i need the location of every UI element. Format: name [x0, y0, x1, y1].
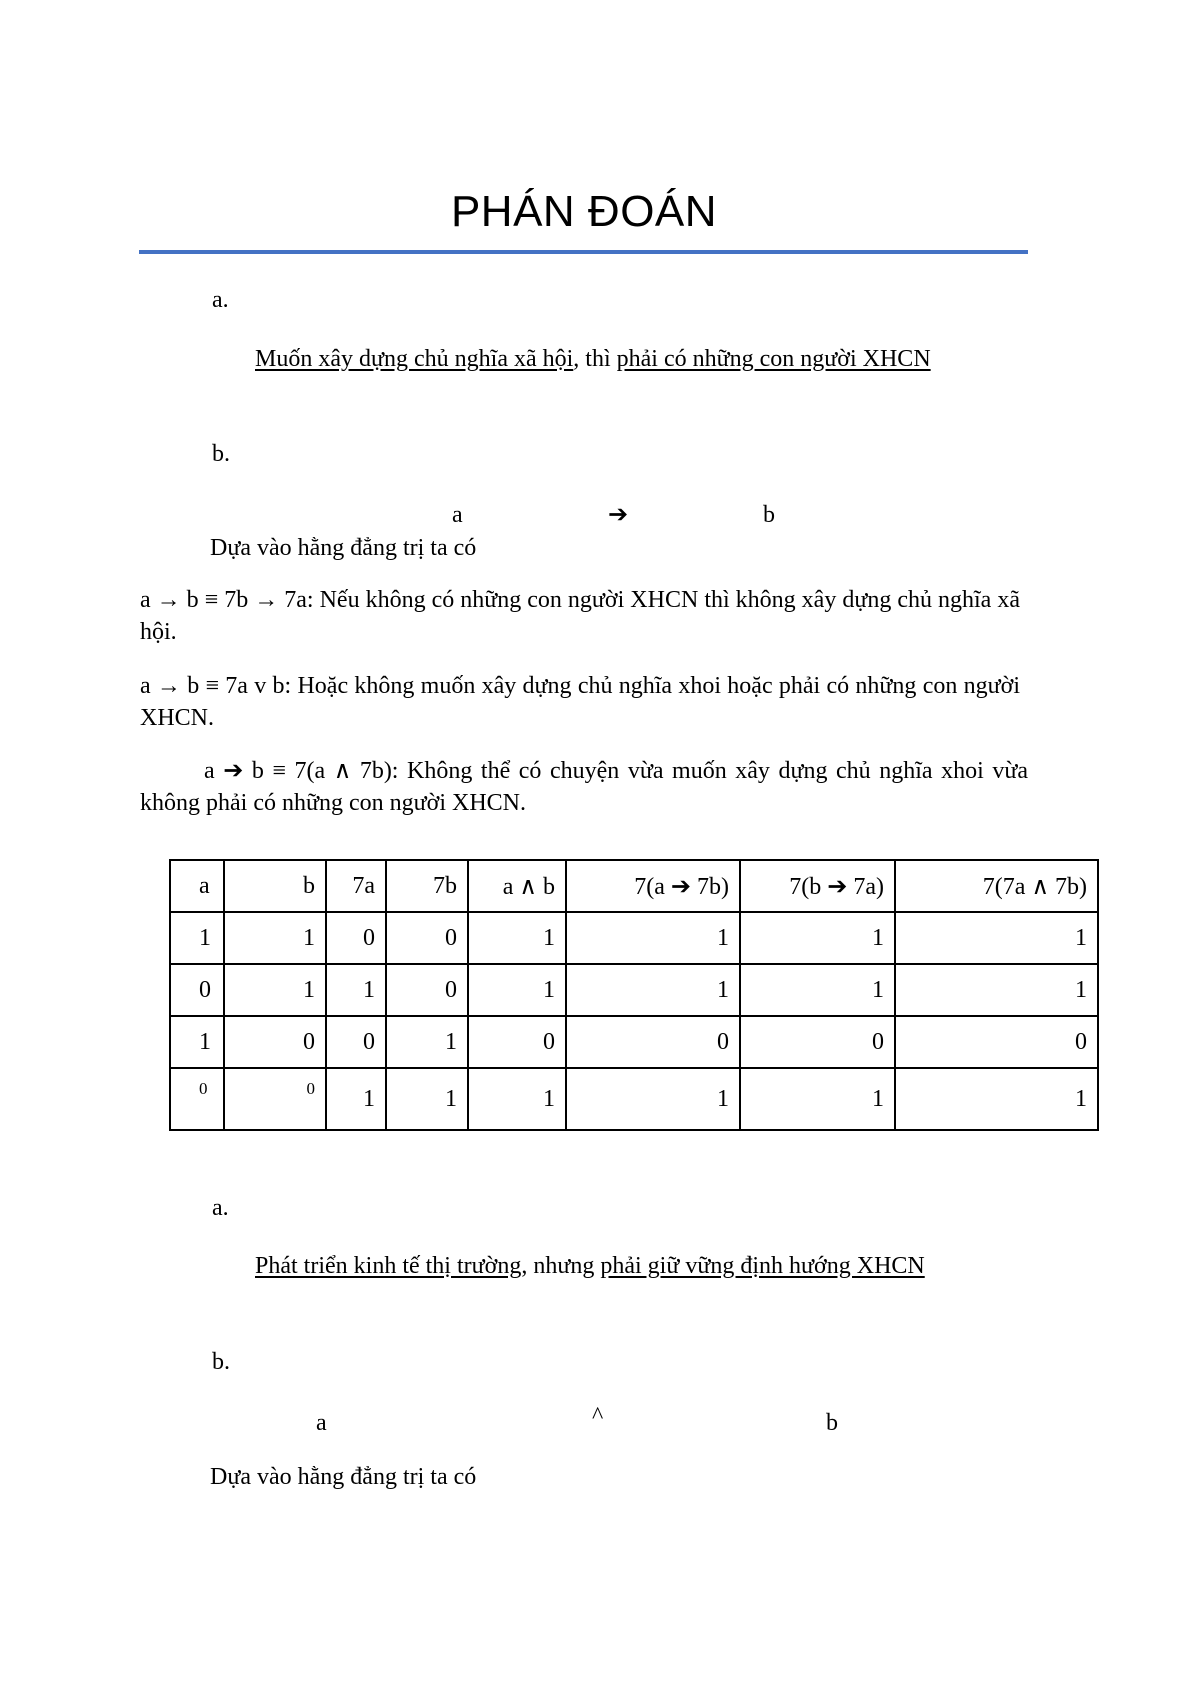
part1-sentence	[255, 343, 1026, 375]
table-cell: 1	[224, 912, 326, 964]
table-header-cell: 7a	[326, 860, 386, 912]
table-row	[170, 964, 1098, 1016]
table-row	[170, 912, 1098, 964]
table-cell: 0	[224, 1068, 326, 1130]
table-cell: 1	[895, 964, 1098, 1016]
table-cell: 1	[468, 912, 566, 964]
page-title: PHÁN ĐOÁN	[450, 187, 718, 236]
table-cell: 0	[170, 964, 224, 1016]
table-cell: 1	[386, 1016, 468, 1068]
table-cell: 0	[386, 912, 468, 964]
part2-formula-b: b	[826, 1410, 838, 1436]
table-cell: 0	[170, 1068, 224, 1130]
part1-formula-b: b	[763, 502, 775, 528]
table-cell: 0	[326, 912, 386, 964]
table-cell: 0	[895, 1016, 1098, 1068]
part2-formula-a: a	[316, 1410, 327, 1436]
table-header-cell: 7(a ➔ 7b)	[566, 860, 740, 912]
table-cell: 1	[170, 912, 224, 964]
table-cell: 1	[895, 912, 1098, 964]
part1-equivalence-2: a → b ≡ 7a v b: Hoặc không muốn xây dựng chủ nghĩa xhoi hoặc phải có những con người XHCN.	[140, 673, 1020, 731]
table-cell: 1	[740, 1068, 895, 1130]
table-cell: 1	[170, 1016, 224, 1068]
table-cell: 0	[468, 1016, 566, 1068]
part2-sentence	[255, 1250, 1026, 1282]
part2-clause-2: phải giữ vững định hướng XHCN	[600, 1253, 925, 1279]
table-row	[170, 1068, 1098, 1130]
part1-clause-2: phải có những con người XHCN	[616, 346, 931, 372]
table-cell: 1	[386, 1068, 468, 1130]
truth-table	[169, 859, 1099, 1131]
part1-label-b: b.	[212, 441, 230, 467]
table-cell: 1	[566, 1068, 740, 1130]
part1-intro: Dựa vào hằng đẳng trị ta có	[210, 535, 477, 561]
table-cell: 0	[326, 1016, 386, 1068]
part2-label-a: a.	[212, 1195, 229, 1221]
table-header-cell: a	[170, 860, 224, 912]
part2-connector: , nhưng	[521, 1253, 601, 1279]
table-header-cell: 7(7a ∧ 7b)	[895, 860, 1098, 912]
title-underline-rule	[139, 250, 1028, 254]
table-cell: 1	[566, 912, 740, 964]
part2-clause-1: Phát triển kinh tế thị trường	[255, 1253, 522, 1279]
table-cell: 1	[326, 1068, 386, 1130]
table-header-cell: 7(b ➔ 7a)	[740, 860, 895, 912]
table-cell: 0	[386, 964, 468, 1016]
table-cell: 1	[326, 964, 386, 1016]
part1-label-a: a.	[212, 287, 229, 313]
table-cell: 0	[740, 1016, 895, 1068]
part2-formula-operator: ^	[592, 1403, 604, 1429]
table-cell: 0	[566, 1016, 740, 1068]
table-header-row	[170, 860, 1098, 912]
table-cell: 1	[566, 964, 740, 1016]
table-cell: 1	[468, 1068, 566, 1130]
table-cell: 1	[740, 964, 895, 1016]
part1-formula-arrow: ➔	[608, 502, 629, 528]
part1-formula-a: a	[452, 502, 463, 528]
part1-equivalence-3: a ➔ b ≡ 7(a ∧ 7b): Không thể có chuyện vừa muốn xây dựng chủ nghĩa xhoi vừa không phải có những con người XHCN.	[140, 758, 1028, 816]
table-cell: 1	[468, 964, 566, 1016]
table-header-cell: 7b	[386, 860, 468, 912]
table-header-cell: a ∧ b	[468, 860, 566, 912]
table-row	[170, 1016, 1098, 1068]
part1-connector: , thì	[573, 346, 617, 372]
part1-equivalence-1: a → b ≡ 7b → 7a: Nếu không có những con người XHCN thì không xây dựng chủ nghĩa xã hội.	[140, 587, 1020, 645]
table-cell: 1	[224, 964, 326, 1016]
table-cell: 1	[740, 912, 895, 964]
part1-clause-1: Muốn xây dựng chủ nghĩa xã hội	[255, 346, 574, 372]
part2-label-b: b.	[212, 1349, 230, 1375]
table-cell: 1	[895, 1068, 1098, 1130]
table-header-cell: b	[224, 860, 326, 912]
table-cell: 0	[224, 1016, 326, 1068]
part2-intro: Dựa vào hằng đẳng trị ta có	[210, 1464, 477, 1490]
